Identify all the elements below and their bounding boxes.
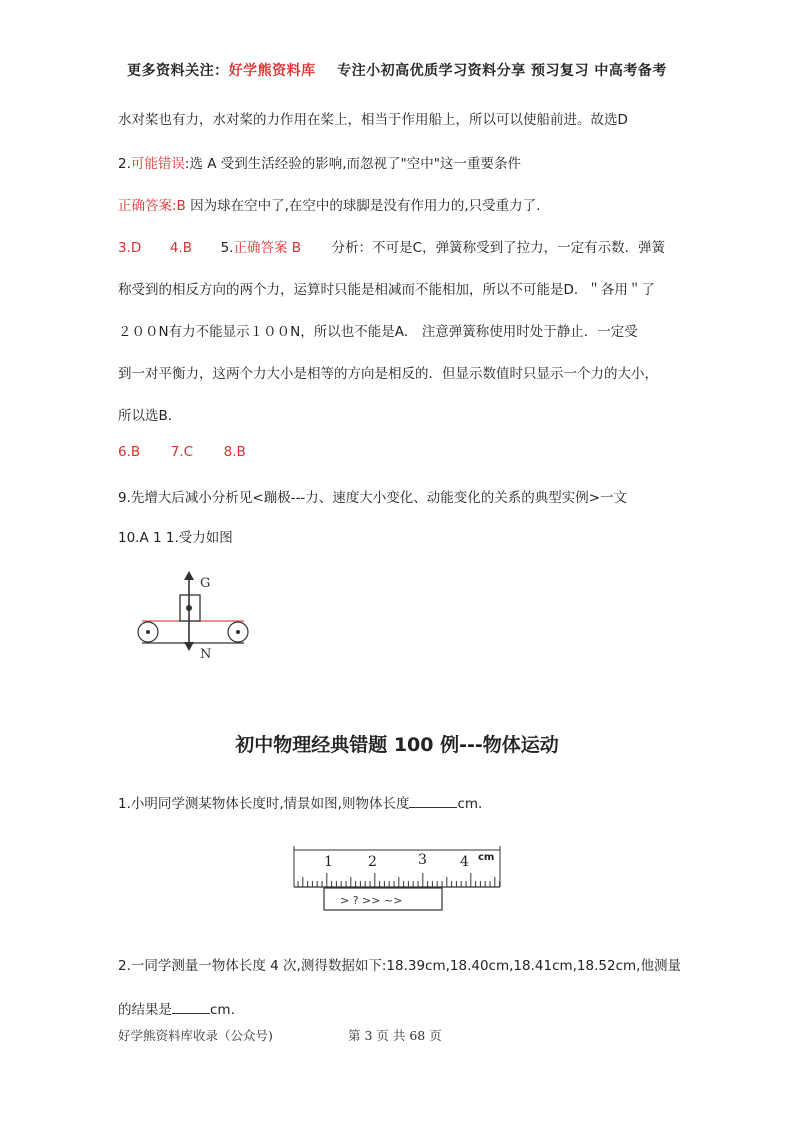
label-n: N [200, 647, 212, 662]
label-g: G [200, 576, 211, 591]
correct-label: 正确答案:B [118, 198, 186, 214]
header-banner [0, 60, 794, 80]
text-line: 称受到的相反方向的两个力，运算时只能是相减而不能相加，所以不可能是D．＂各用＂了 [118, 282, 655, 298]
footer-source: 好学熊资料库收录（公众号) [118, 1028, 273, 1043]
ruler-tick-label: 3 [418, 852, 427, 868]
ruler-figure [290, 842, 506, 914]
section-title: 初中物理经典错题 100 例---物体运动 [235, 734, 559, 756]
q6-8-line: 6.B 7.C 8.B [118, 444, 246, 460]
text-line: 所以选B． [118, 408, 182, 424]
ruler-tick-label: 2 [368, 854, 377, 870]
ruler-tick-label: 4 [460, 854, 469, 870]
question-2: 2.一同学测量一物体长度 4 次,测得数据如下:18.39cm,18.40cm,18.41cm,18.52cm,他测量 [118, 958, 681, 974]
banner-suffix: 专注小初高优质学习资料分享 预习复习 中高考备考 [337, 63, 667, 79]
question-2-cont: 的结果是 cm. [118, 998, 235, 1018]
text-line: ２００N有力不能显示１００N，所以也不能是A． 注意弹簧称使用时处于静止．一定受 [118, 324, 638, 340]
ruler-ticks [298, 873, 500, 887]
question-1: 1.小明同学测某物体长度时,情景如图,则物体长度 cm. [118, 792, 482, 812]
q9-line: 9.先增大后减小分析见<蹦极---力、速度大小变化、动能变化的关系的典型实例>一文 [118, 490, 628, 506]
object-label: > ? >> ~> [340, 894, 403, 907]
q2-line: 2.可能错误:选 A 受到生活经验的影响,而忽视了"空中"这一重要条件 [118, 156, 521, 172]
q3-5-line: 3.D 4.B 5.正确答案 B 分析：不可是C，弹簧称受到了拉力，一定有示数．弹簧 [118, 240, 666, 256]
footer-page-number: 第 3 页 共 68 页 [348, 1028, 442, 1043]
force-diagram [128, 565, 268, 665]
text-line: 到一对平衡力，这两个力大小是相等的方向是相反的．但显示数值时只显示一个力的大小， [118, 366, 658, 382]
answer-blank [409, 793, 457, 808]
text-line: 水对桨也有力，水对桨的力作用在桨上，相当于作用船上，所以可以使船前进。故选D [118, 112, 628, 128]
ruler-unit: cm [478, 852, 495, 863]
ruler-tick-label: 1 [324, 854, 333, 870]
banner-prefix: 更多资料关注： [127, 63, 229, 79]
correct-answer-line: 正确答案:B 因为球在空中了,在空中的球脚是没有作用力的,只受重力了. [118, 198, 541, 214]
q2-error-label: 可能错误 [130, 156, 185, 172]
banner-brand: 好学熊资料库 [228, 63, 316, 79]
answer-blank [172, 999, 210, 1014]
q10-11-line: 10.A 1 1.受力如图 [118, 530, 233, 546]
